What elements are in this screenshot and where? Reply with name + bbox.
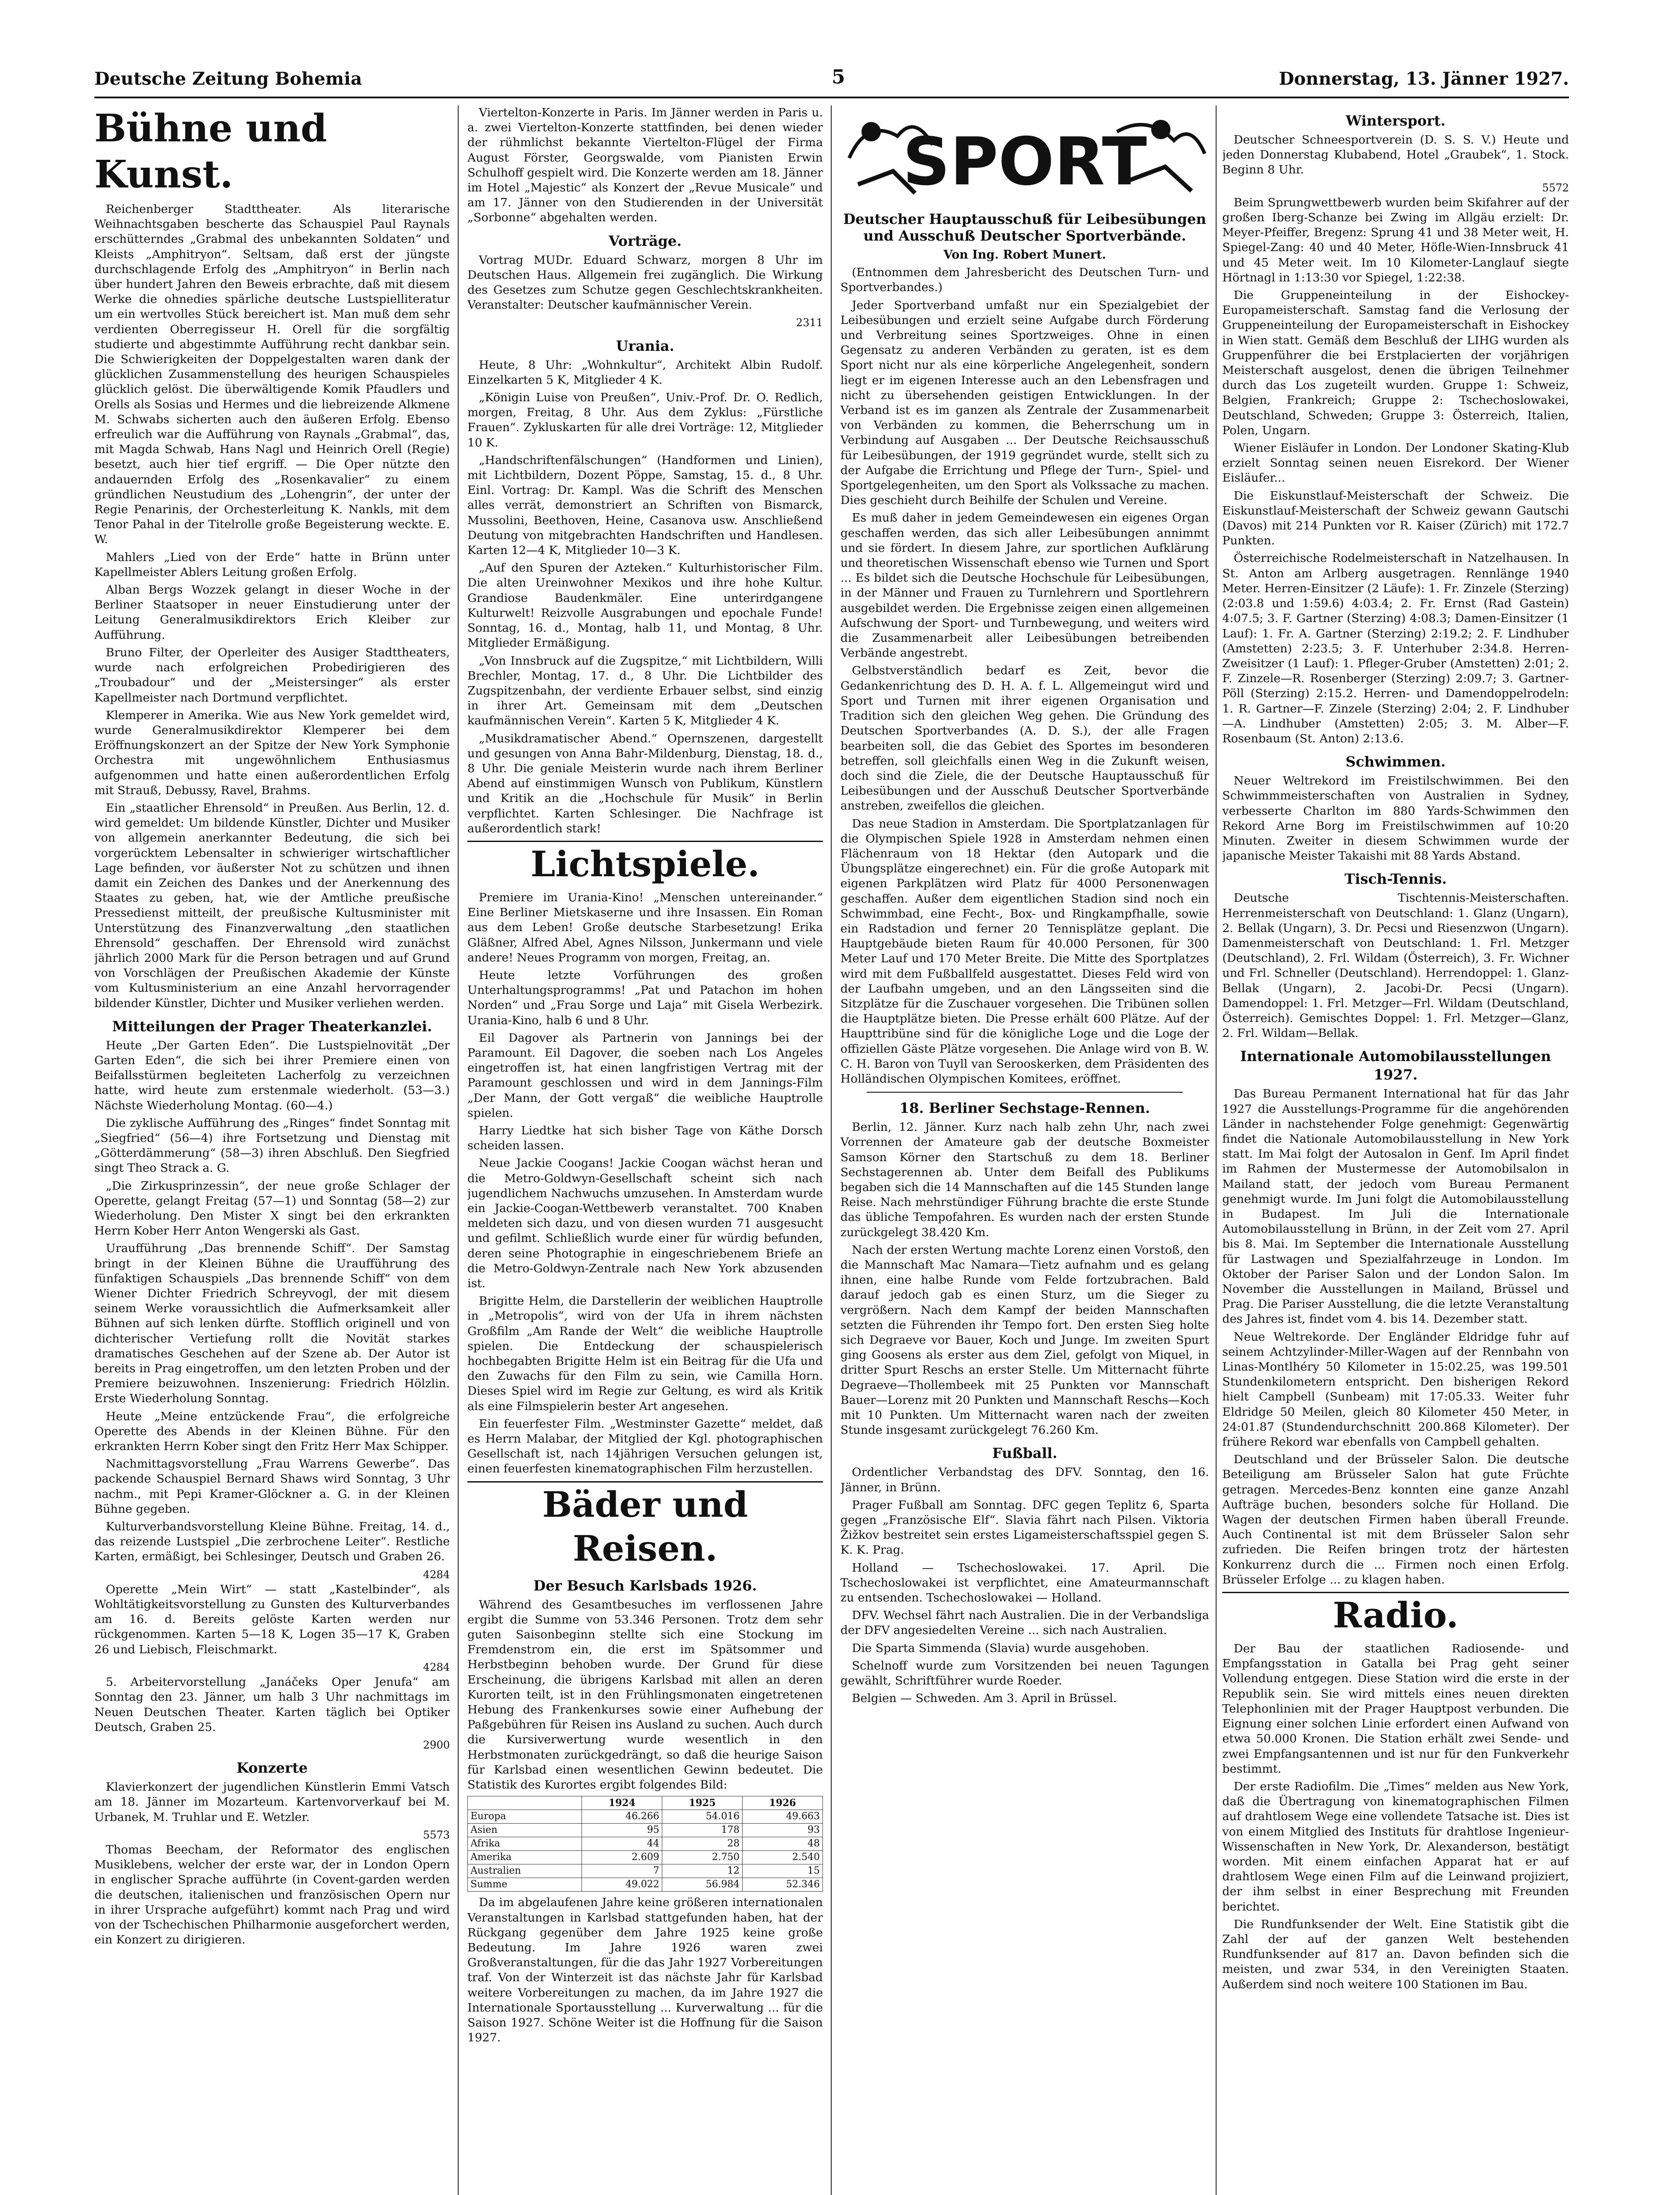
article-weltrekord-schwimmen: Neuer Weltrekord im Freistilschwimmen. Bei den Schwimmmeisterschaften von Australien in Sydney, verbesserte Charlton im 880 Yards-Schwimmen den Rekord Arne Borg im Freistilschwimmen auf 10:20 Minuten. Zweiter in diesem Schwimmen wurde der japanische Meister Takaishi mit 88 Yards Abstand. bbox=[1222, 774, 1569, 863]
article-radiostation: Der Bau der staatlichen Radiosende- und Empfangsstation in Gatalla bei Prag geht seiner Vollendung entgegen. Diese Station wird die erste in der Republik sein. Sie wird mittels eines neuen direkten Telephonlinien mit der Prager Hauptpost verbunden. Die Eignung einer solchen Linie erfordert einen Aufwand von etwa 50.000 Kronen. Die Station erhält zwei Sende- und zwei Empfangsantennen und ist nur für den Funkverkehr bestimmt. bbox=[1222, 1642, 1569, 1776]
subsection-urania: Urania. bbox=[616, 337, 675, 354]
table-cell: 56.984 bbox=[662, 1878, 743, 1892]
sport-illustration-image bbox=[840, 105, 1209, 206]
section-title-buehne: Bühne und Kunst. bbox=[94, 106, 327, 197]
article-sport-p2: Es muß daher in jedem Gemeindewesen ein eigenes Organ geschaffen werden, das sich aller Leibesübungen annimmt und sie fördert. In diesem Jahre, zur sportlichen Aufklärung und theoretischen Wissenschaft ebenso wie Turnen und Sport ... Es bildet sich die Deutsche Hochschule für Leibesübungen, in der Männer und Frauen zu Turnlehrern und Sportlehrern ausgebildet werden. Die Ergebnisse zeigen einen allgemeinen Aufschwung der Sport- und Turnbewegung, und weiters wird die Zusammenarbeit aller Leibesübungen betreibenden Verbände angestrebt. bbox=[840, 511, 1209, 660]
table-cell: 49.022 bbox=[582, 1878, 662, 1892]
subsection-karlsbad: Der Besuch Karlsbads 1926. bbox=[533, 1577, 757, 1594]
table-cell: 44 bbox=[582, 1837, 662, 1851]
article-vortrag-schwarz: Vortrag MUDr. Eduard Schwarz, morgen 8 Uhr im Deutschen Haus. Allgemein frei zugänglich. Die Wirkung des Gesetzes zum Schutze gegen Geschlechtskrankheiten. Veranstalter: Deutscher kaufmännischer Verein. bbox=[467, 253, 823, 312]
article-karlsbad: Während des Gesamtbesuches im verflossenen Jahre ergibt die Summe von 53.346 Personen. Trotz dem sehr guten Saisonbeginn stellte sich eine Stockung im Fremdenstrom ein, die erst im Spätsommer und Herbstbeginn behoben wurde. Der Grund für diese Erscheinung, die übrigens Karlsbad mit allen an deren Kurorten teilt, ist in den Frühlingsmonaten eingetretenen Hebung des Frankenkurses sowie einer Aufhebung der Paßgebühren für Reisen ins Ausland zu suchen. Auch durch die Kursiverwertung wurde wesentlich in den Herbstmonaten zurückgedrängt, so daß die heurige Saison für Karlsbad einen wesentlichen Gewinn bedeutet. Die Statistik des Kurortes ergibt folgendes Bild: bbox=[467, 1598, 823, 1792]
subsection-automobil: Internationale Automobilausstellungen 1927. bbox=[1240, 1048, 1551, 1083]
article-brennende-schiff: Uraufführung „Das brennende Schiff“. Der Samstag bringt in der Kleinen Bühne die Uraufführung des fünfaktigen Schauspiels „Das brennende Schiff“ von dem Wiener Dichter Friedrich Schreyvogl, der mit diesem seinem Werke voraussichtlich die Aufmerksamkeit aller Bühnen auf sich lenken dürfte. Stofflich originell und von dichterischer Vertiefung rollt die Novität starkes dramatisches Geschehen auf der Szene ab. Der Autor ist bereits in Prag eingetroffen, um den letzten Proben und der Premiere beizuwohnen. Inszenierung: Friedrich Hölzlin. Erste Wiederholung Sonntag. bbox=[94, 1241, 450, 1406]
table-cell: 15 bbox=[743, 1864, 823, 1878]
subsection-sechstage: 18. Berliner Sechstage-Rennen. bbox=[899, 1100, 1150, 1117]
karlsbad-table bbox=[467, 1796, 823, 1892]
article-dagover: Eil Dagover als Partnerin von Jannings bei der Paramount. Eil Dagover, die soeben nach Los Angeles eingetroffen ist, hat einen langfristigen Vertrag mit der Paramount geschlossen und wird in dem Jannings-Film „Der Mann, der Gott vergaß“ die weibliche Hauptrolle spielen. bbox=[467, 1031, 823, 1120]
ad-number: 4284 bbox=[423, 1661, 450, 1673]
divider bbox=[867, 1092, 1183, 1093]
article-mein-wirt: Operette „Mein Wirt“ — statt „Kastelbinder“, als Wohltätigkeitsvorstellung zu Gunsten des Kulturverbandes am 16. d. Bereits gelöste Karten werden nur rückgenommen. Karten 5—18 K, Logen 35—17 K, Graben 26 und Liebisch, Fleischmarkt. bbox=[94, 1582, 450, 1656]
table-cell: Afrika bbox=[468, 1837, 582, 1851]
article-wohnkultur: Heute, 8 Uhr: „Wohnkultur“, Architekt Albin Rudolf. Einzelkarten 5 K, Mitglieder 4 K. bbox=[467, 358, 823, 387]
table-cell: Europa bbox=[468, 1810, 582, 1824]
table-cell: Asien bbox=[468, 1824, 582, 1837]
article-viertelton: Viertelton-Konzerte in Paris. Im Jänner werden in Paris u. a. zwei Viertelton-Konzerte stattfinden, bei denen wieder der rühmlichst bekannte Viertelton-Flügel der Firma August Förster, Georgswalde, vom Pianisten Erwin Schulhoff gespielt wird. Die Konzerte werden am 18. Jänner im Hotel „Majestic“ als Konzert der „Revue Musicale“ und am 17. Jänner von den Studierenden in der Universität „Sorbonne“ abgehalten werden. bbox=[467, 106, 823, 225]
table-cell: 93 bbox=[743, 1824, 823, 1837]
subsection-vortraege: Vorträge. bbox=[608, 232, 682, 249]
article-musikdramatisch: „Musikdramatischer Abend.“ Opernszenen, dargestellt und gesungen von Anna Bahr-Mildenburg, Dienstag, 18. d., 8 Uhr. Die geniale Meisterin wurde nach ihrem Berliner Abend auf einstimmigen Wunsch von Publikum, Künstlern und Kritik an die „Hochschule für Musik“ in Berlin verpflichtet. Karten Schlesinger. Die Nachfrage ist außerordentlich stark! bbox=[467, 731, 823, 835]
article-mahler: Mahlers „Lied von der Erde“ hatte in Brünn unter Kapellmeister Ablers Leitung großen Erfolg. bbox=[94, 550, 450, 579]
article-title-hauptausschuss: Deutscher Hauptausschuß für Leibesübungen und Ausschuß Deutscher Sportverbände. bbox=[843, 211, 1206, 244]
article-sprung: Beim Sprungwettbewerb wurden beim Skifahrer auf der großen Iberg-Schanze bei Zwing im Allgäu erzielt: Dr. Meyer-Pfeiffer, Bregenz: Sprung 41 und 38 Meter weit, H. Spiegel-Zang: 40 und 40 Meter, Höfle-Wien-Innsbruck 41 und 45 Meter weit. Im 10 Kilometer-Langlauf siegte Hörtnagl in 1:13:30 vor Spiegel, 1:22:38. bbox=[1222, 195, 1569, 284]
subsection-schwimmen: Schwimmen. bbox=[1345, 753, 1446, 770]
column-2 bbox=[467, 105, 823, 2195]
table-cell: 2.609 bbox=[582, 1851, 662, 1864]
article-eishockey: Die Gruppeneinteilung in der Eishockey-Europameisterschaft. Samstag fand die Verlosung der Gruppeneinteilung der Europameisterschaft in Eishockey in Wien statt. Gemäß dem Beschluß der LIHG wurden als Gruppenführer die bei Erstplacierten der vorjährigen Meisterschaft ausgelost, denen die übrigen Teilnehmer durch das Los zugeteilt wurden. Gruppe 1: Schweiz, Belgien, Frankreich; Gruppe 2: Tschechoslowakei, Deutschland, Schweden; Gruppe 3: Österreich, Italien, Polen, Ungarn. bbox=[1222, 288, 1569, 437]
ad-number: 5572 bbox=[1542, 181, 1569, 194]
table-cell: Australien bbox=[468, 1864, 582, 1878]
section-title-radio: Radio. bbox=[1222, 1592, 1569, 1637]
article-rodel: Österreichische Rodelmeisterschaft in Natzelhausen. In St. Anton am Arlberg ausgetragen. Rennlänge 1940 Meter. Herren-Einsitzer (2 Läufe): 1. Fr. Zinzele (Sterzing) (2:03.8 und 1:59.6) 4:03.4; 2. Fr. Ernst (Rad Gastein) 4:07.5; 3. F. Gartner (Sterzing) 4:08.3; Damen-Einsitzer (1 Lauf): 1. Fr. A. Gartner (Sterzing) 2:19.2; 2. F. Lindhuber (Amstetten) 2:23.5; 3. F. Unterhuber 2:34.8. Herren-Zweisitzer (1 Lauf): 1. Pfleger-Gruber (Amstetten) 2:01; 2. F. Zinzele—R. Rosenberger (Sterzing) 2:09.7; 3. Gartner-Pöll (Sterzing) 2:15.2. Herren- und Damendoppelrodeln: 1. R. Gartner—F. Zinzele (Sterzing) 2:04; 2. F. Lindhuber—A. Lindhuber (Amstetten) 2:05; 3. M. Alber—F. Rosenbaum (St. Anton) 2:13.6. bbox=[1222, 551, 1569, 745]
article-jenufa: 5. Arbeitervorstellung „Janáčeks Oper Jenufa“ am Sonntag den 23. Jänner, um halb 3 Uhr nachmittags im Neuen Deutschen Theater. Karten täglich bei Optiker Deutsch, Graben 25. bbox=[94, 1675, 450, 1734]
article-frau-warren: Nachmittagsvorstellung „Frau Warrens Gewerbe“. Das packende Schauspiel Bernard Shaws wird Sonntag, 3 Uhr nachm., mit Pepi Kramer-Glöckner a. G. in der Kleinen Bühne gegeben. bbox=[94, 1457, 450, 1516]
article-belgien: Belgien — Schweden. Am 3. April in Brüssel. bbox=[852, 1691, 1117, 1706]
table-header-cell bbox=[468, 1796, 582, 1810]
article-beecham: Thomas Beecham, der Reformator des englischen Musiklebens, welcher der erste war, der in London Opern in englischer Sprache aufführte (in Covent-garden werden die deutschen, italienischen und französischen Opern nur in ihrer Ursprache aufgeführt) kommt nach Prag und wird von der Tschechischen Philharmonie ausgeforchert werden, ein Konzert zu dirigieren. bbox=[94, 1842, 450, 1947]
table-body bbox=[468, 1810, 823, 1892]
article-klavierkonzert: Klavierkonzert der jugendlichen Künstlerin Emmi Vatsch am 18. Jänner im Mozarteum. Kartenvorverkauf bei M. Urbanek, M. Truhlar und E. Wetzler. bbox=[94, 1780, 450, 1824]
ad-number: 2900 bbox=[423, 1738, 450, 1751]
column-3 bbox=[840, 105, 1209, 2195]
table-row bbox=[468, 1810, 823, 1824]
article-australien: DFV. Wechsel fährt nach Australien. Die in der Verbandsliga der DFV angesiedelten Vereine ... sich nach Australien. bbox=[840, 1608, 1209, 1637]
table-cell: Amerika bbox=[468, 1851, 582, 1864]
article-sparta: Die Sparta Simmenda (Slavia) wurde ausgehoben. bbox=[852, 1641, 1149, 1655]
article-filter: Bruno Filter, der Operleiter des Ausiger Stadttheaters, wurde nach erfolgreichen Probedirigieren des „Troubadour“ und der „Meistersinger“ als erster Kapellmeister nach Dortmund verpflichtet. bbox=[94, 645, 450, 705]
article-stadion-amsterdam: Das neue Stadion in Amsterdam. Die Sportplatzanlagen für die Olympischen Spiele 1928 in Amsterdam nehmen einen Flächenraum von 18 Hektar (den Autopark und die Übungsplätze eingerechnet) ein. Für die große Autopark mit eigenen Parkplätzen wird Platz für 4000 Personenwagen geschaffen. Außer dem eigentlichen Stadion sind noch ein Schwimmbad, eine Fecht-, Box- und Ringkampfhalle, sowie ein Radstadion und ferner 20 Tennisplätze geplant. Die Hauptgebäude bieten Raum für 40.000 Personen, für 300 Meter Lauf und 170 Meter Breite. Die Mitte des Sportplatzes wird mit dem Fußballfeld ausgestattet. Dieses Feld wird von der Laufbahn umgeben, und an den Längsseiten sind die Sitzplätze für die Zuschauer vorgesehen. Die Tribünen sollen die Hauptplätze bieten. Die Presse erhält 600 Plätze. Auf der Haupttribüne sind für die königliche Loge und die Loge der offiziellen Gäste Plätze vorgesehen. Die Anlage wird von B. W. C. H. Baron von Tuyll van Serooskerken, dem Präsidenten des Holländischen Olympischen Komitees, eröffnet. bbox=[840, 817, 1209, 1086]
table-cell: 178 bbox=[662, 1824, 743, 1837]
article-sechstage-1: Berlin, 12. Jänner. Kurz nach halb zehn Uhr, nach zwei Vorrennen der Amateure gab der deutsche Boxmeister Samson Körner den Startschuß zu dem 18. Berliner Sechstagerennen ab. Unter dem Beifall des Publikums begaben sich die 14 Mannschaften auf die 145 Stunden lange Reise. Nach mehrstündiger Führung brachte die erste Stunde das übliche Tempofahren. Es wurden nach der ersten Stunde zurückgelegt 38.420 Km. bbox=[840, 1120, 1209, 1239]
table-header-cell: 1925 bbox=[662, 1796, 743, 1810]
article-azteken: „Auf den Spuren der Azteken.“ Kulturhistorischer Film. Die alten Ureinwohner Mexikos und ihre hohe Kultur. Grandiose Baudenkmäler. Eine unterirdgangene Kulturwelt! Reizvolle Ausgrabungen und epochale Funde! Sonntag, 16. d., Montag, halb 11, und Montag, 8 Uhr. Mitglieder Ermäßigung. bbox=[467, 561, 823, 650]
table-cell: 28 bbox=[662, 1837, 743, 1851]
table-row bbox=[468, 1864, 823, 1878]
table-row bbox=[468, 1851, 823, 1864]
ad-number: 5573 bbox=[423, 1828, 450, 1841]
section-title-baeder: Bäder und Reisen. bbox=[467, 1481, 823, 1570]
sport-header-illustration bbox=[840, 105, 1209, 206]
article-schneesport: Deutscher Schneesportverein (D. S. S. V.) Heute und jeden Donnerstag Klubabend, Hotel „Graubek“, 1. Stock. Beginn 8 Uhr. bbox=[1222, 133, 1569, 177]
article-holland: Holland — Tschechoslowakei. 17. April. Die Tschechoslowakei ist verpflichtet, eine Amateurmannschaft zu entsenden. Tschechoslowakei — Holland. bbox=[840, 1561, 1209, 1605]
article-entzueckende-frau: Heute „Meine entzückende Frau“, die erfolgreiche Operette des Abends in der Kleinen Bühne. Für den erkrankten Herrn Kober singt den Fritz Herr Max Schipper. bbox=[94, 1409, 450, 1454]
table-cell: 7 bbox=[582, 1864, 662, 1878]
article-ring: Die zyklische Aufführung des „Ringes“ findet Sonntag mit „Siegfried“ (56—4) ihre Fortsetzung und Dienstag mit „Götterdämmerung“ (58—3) ihren Abschluß. Den Siegfried singt Theo Strack a. G. bbox=[94, 1116, 450, 1175]
article-wozzek: Alban Bergs Wozzek gelangt in dieser Woche in der Berliner Staatsoper in neuer Einstudierung unter der Leitung Generalmusikdirektors Erich Kleiber zur Aufführung. bbox=[94, 583, 450, 642]
article-sport-p1: Jeder Sportverband umfaßt nur ein Spezialgebiet der Leibesübungen und erzielt seine Aufgabe durch Förderung und Verbreitung seines Sportzweiges. Ohne in einen Gegensatz zu anderen Verbänden zu geraten, ist es dem Sport nicht nur als eine körperliche Angelegenheit, sondern liegt er im eigenen Interesse auch an den Lebensfragen und nicht zu übersehenden geistigen Entwicklungen. In der Verband ist es im ganzen als Zentrale der Zusammenarbeit von Verbänden zu kommen, die Beherrschung um in Verbindung auf Ausgaben ... Der Deutsche Reichsausschuß für Leibesübungen, der 1919 gegründet wurde, stellt sich zu der Aufgabe die Errichtung und Pflege der Turn-, Spiel- und Sportgelegenheiten, um den Sport als Volkssache zu machen. Dies geschieht durch Beihilfe der Schulen und Vereine. bbox=[840, 298, 1209, 507]
subsection-wintersport: Wintersport. bbox=[1346, 112, 1446, 129]
subsection-fussball: Fußball. bbox=[992, 1445, 1058, 1462]
table-row bbox=[468, 1878, 823, 1892]
article-verbandstag: Ordentlicher Verbandstag des DFV. Sonntag, den 16. Jänner, in Brünn. bbox=[840, 1465, 1209, 1494]
page-number: 5 bbox=[832, 66, 845, 88]
byline: Von Ing. Robert Munert. bbox=[943, 248, 1106, 262]
table-row bbox=[468, 1824, 823, 1837]
table-cell: 12 bbox=[662, 1864, 743, 1878]
article-schelnoff: Schelnoff wurde zum Vorsitzenden bei neuen Tagungen gewählt, Schriftführer wurde Roeder. bbox=[840, 1659, 1209, 1688]
column-1 bbox=[94, 105, 450, 2195]
article-zirkusprinzessin: „Die Zirkusprinzessin“, der neue große Schlager der Operette, gelangt Freitag (57—1) und Sonntag (58—2) zur Wiederholung. Den Mister X singt bei den erkrankten Herrn Kober Herr Anton Wengerski als Gast. bbox=[94, 1179, 450, 1238]
column-rule bbox=[831, 105, 832, 2195]
article-prager-fussball: Prager Fußball am Sonntag. DFC gegen Teplitz 6, Sparta gegen „Französische Elf“. Slavia fährt nach Pilsen. Viktoria Žižkov bestreitet sein erstes Ligameisterschaftsspiel gegen S. K. K. Prag. bbox=[840, 1498, 1209, 1557]
article-liedtke: Harry Liedtke hat sich bisher Tage von Käthe Dorsch scheiden lassen. bbox=[467, 1123, 823, 1153]
article-schweiz: Die Eiskunstlauf-Meisterschaft der Schweiz. Die Eiskunstlauf-Meisterschaft der Schweiz gewann Gautschi (Davos) mit 214 Punkten vor R. Kaiser (Zürich) mit 172.7 Punkten. bbox=[1222, 489, 1569, 548]
article-pat-patachon: Heute letzte Vorführungen des großen Unterhaltungsprogramms! „Pat und Patachon im hohen Norden“ und „Frau Sorge und Laja“ mit Gisela Werbezirk. Urania-Kino, halb 6 und 8 Uhr. bbox=[467, 968, 823, 1027]
table-header-cell: 1926 bbox=[743, 1796, 823, 1810]
sport-logo-word: SPORT bbox=[902, 124, 1147, 200]
issue-date: Donnerstag, 13. Jänner 1927. bbox=[1278, 68, 1569, 89]
newspaper-name: Deutsche Zeitung Bohemia bbox=[94, 68, 362, 89]
article-weltrekorde: Neue Weltrekorde. Der Engländer Eldridge fuhr auf seinem Achtzylinder-Miller-Wagen auf der Rennbahn von Linas-Montlhéry 50 Kilometer in 15:02.25, was 199.501 Stundenkilometern entspricht. Den bisherigen Rekord hielt Campbell (Sunbeam) mit 17:05.33. Weiter fuhr Eldridge 50 Meilen, gleich 80 Kilometer 450 Meter, in 24:01.87 (Stundendurchschnitt 200.868 Kilometer). Der frühere Rekord war ebenfalls von Campbell gehalten. bbox=[1222, 1330, 1569, 1449]
article-zugspitze: „Von Innsbruck auf die Zugspitze,“ mit Lichtbildern, Willi Brechler, Montag, 17. d., 8 Uhr. Die Lichtbilder des Zugspitzenbahn, der verdiente Erbauer selbst, sind einzig in ihrer Art. Gemeinsam mit dem „Deutschen kaufmännischen Verein“. Karten 5 K, Mitglieder 4 K. bbox=[467, 654, 823, 728]
article-london: Wiener Eisläufer in London. Der Londoner Skating-Klub erzielt Sonntag seinen neuen Eisrekord. Der Wiener Eisläufer... bbox=[1222, 441, 1569, 485]
article-helm: Brigitte Helm, die Darstellerin der weiblichen Hauptrolle in „Metropolis“, wird von der Ufa in ihrem nächsten Großfilm „Am Rande der Welt“ die weibliche Hauptrolle spielen. Die Entdeckung der schauspielerisch hochbegabten Brigitte Helm ist ein Beitrag für die Ufa und den Zuwachs für den Film zu sein, wie Camilla Horn. Dieses Spiel wird im Regie zur Geltung, es wird als Kritik als eine Filmspielerin bester Art angesehen. bbox=[467, 1294, 823, 1413]
article-ehrensold: Ein „staatlicher Ehrensold“ in Preußen. Aus Berlin, 12. d. wird gemeldet: Um bildende Künstler, Dichter und Musiker von allgemein anerkannter Bedeutung, die sich bei vorgerücktem Lebensalter in schwieriger wirtschaftlicher Lage befinden, vor äußerster Not zu schützen und ihnen damit ein Zeichen des Dankes und der Anerkennung des Staates zu geben, hat, wie der Amtliche preußische Pressedienst mitteilt, der preußische Kultusminister mit Unterstützung des Finanzverwaltung „den staatlichen Ehrensold“ geschaffen. Der Ehrensold wird zunächst jährlich 2000 Mark für die Person betragen und auf Grund von Vorschlägen der Preußischen Akademie der Künste vom Kultusministerium an eine Anzahl hervorragender bildender Künstler, Dichter und Musiker verliehen werden. bbox=[94, 801, 450, 1010]
ad-number: 4284 bbox=[423, 1568, 450, 1581]
article-kulturverband: Kulturverbandsvorstellung Kleine Bühne. Freitag, 14. d., das reizende Lustspiel „Die zerbrochene Leiter“. Restliche Karten, ermäßigt, bei Schlesinger, Deutsch und Graben 26. bbox=[94, 1520, 450, 1564]
subsection-konzerte: Konzerte bbox=[236, 1760, 308, 1777]
article-coogan: Neue Jackie Coogans! Jackie Coogan wächst heran und die Metro-Goldwyn-Gesellschaft scheint sich nach jugendlichem Nachwuchs umzusehen. In Amsterdam wurde ein Jackie-Coogan-Wettbewerb veranstaltet. 700 Knaben meldeten sich dazu, und von diesen wurden 71 ausgesucht und gefilmt. Schließlich wurde einer für würdig befunden, deren seine Photographie in eingeschriebenem Briefe an die Metro-Goldwyn-Zentrale nach New York abzusenden ist. bbox=[467, 1156, 823, 1291]
table-cell: 49.663 bbox=[743, 1810, 823, 1824]
table-cell: 48 bbox=[743, 1837, 823, 1851]
article-karlsbad-2: Da im abgelaufenen Jahre keine größeren internationalen Veranstaltungen in Karlsbad stattgefunden haben, hat der Rückgang gegenüber dem Jahre 1925 keine große Bedeutung. Im Jahre 1926 waren zwei Großveranstaltungen, für die das Jahr 1927 Vorbereitungen traf. Von der Winterzeit ist das nächste Jahr für Karlsbad weitere Vorbereitungen zu machen, da im Jahre 1927 die Internationale Sportausstellung ... Kurverwaltung ... für die Saison 1927. Schöne Weiter ist die Hoffnung für die Saison 1927. bbox=[467, 1896, 823, 2045]
article-tischtennis: Deutsche Tischtennis-Meisterschaften. Herrenmeisterschaft von Deutschland: 1. Glanz (Ungarn), 2. Bellak (Ungarn), 3. Dr. Pecsi und Riesenzwon (Ungarn). Damenmeisterschaft von Deutschland: 1. Frl. Metzger (Deutschland), 2. Frl. Wildam (Österreich), 3. Fr. Wichner und Frl. Schneller (Deutschland). Herrendoppel: 1. Glanz-Bellak (Ungarn), 2. Jacobi-Dr. Pecsi (Ungarn). Damendoppel: 1. Frl. Metzger—Frl. Wildam (Deutschland, Österreich). Gemischtes Doppel: 1. Frl. Metzger—Glanz, 2. Frl. Wildam—Bellak. bbox=[1222, 891, 1569, 1040]
article-urania-kino: Premiere im Urania-Kino! „Menschen untereinander.“ Eine Berliner Mietskaserne und ihre Insassen. Ein Roman aus dem Leben! Große deutsche Starbesetzung! Erika Gläßner, Alfred Abel, Agnes Nilsson, Junkermann und viele andere! Neues Programm von morgen, Freitag, an. bbox=[467, 890, 823, 964]
article-bruesseler-salon: Deutschland und der Brüsseler Salon. Die deutsche Beteiligung am Brüsseler Salon hat gute Früchte getragen. Mercedes-Benz konnten eine ganze Anzahl Aufträge buchen, besonders solche für Holland. Die Wagen der deutschen Firmen haben überall Freunde. Auch Continental ist mit dem Brüsseler Salon sehr zufrieden. Die Reifen bringen trotz der härtesten Konkurrenz durch die ... Firmen noch einen Erfolg. Brüsseler Erfolge ... zu klagen haben. bbox=[1222, 1453, 1569, 1587]
table-cell: 52.346 bbox=[743, 1878, 823, 1892]
article-koenigin-luise: „Königin Luise von Preußen“, Univ.-Prof. Dr. O. Redlich, morgen, Freitag, 8 Uhr. Aus dem Zyklus: „Fürstliche Frauen“. Zykluskarten für alle drei Vorträge: 12, Mitglieder 10 K. bbox=[467, 391, 823, 450]
subsection-tischtennis: Tisch-Tennis. bbox=[1344, 871, 1447, 888]
table-cell: 2.540 bbox=[743, 1851, 823, 1864]
article-sport-p3: Gelbstverständlich bedarf es Zeit, bevor die Gedankenrichtung des D. H. A. f. L. Allgemeingut wird und Sport und Turnen mit ihrer eigenen Organisation und Tradition sich den gleichen Weg gehen. Die Gründung des Deutschen Sportverbandes (A. D. S.), der alle Fragen bearbeiten soll, die das Gebiet des Sportes im besonderen betreffen, soll gleichfalls einen Weg in die Zukunft weisen, doch sind die Ziele, die der Deutsche Hauptausschuß für Leibesübungen und der Ausschuß Deutscher Sportverbände anstreben, zweifellos die gleichen. bbox=[840, 664, 1209, 813]
article-radiofilm: Der erste Radiofilm. Die „Times“ melden aus New York, daß die Übertragung von kinematographischen Filmen auf drahtlosem Wege eine vollendete Tatsache ist. Dies ist von einem Mitglied des Instituts für drahtlose Ingenieur-Wissenschaften in New York, Dr. Alexanderson, bestätigt worden. Mit einem einfachen Apparat hat er auf drahtlosem Wege einen Film auf die Leinwand projiziert, der ihm selbst in einer Besprechung mit Freunden berichtet. bbox=[1222, 1779, 1569, 1914]
article-garten-eden: Heute „Der Garten Eden“. Die Lustspielnovität „Der Garten Eden“, die sich bei ihrer Premiere einen von Beifallsstürmen begleiteten Lacherfolg zu verzeichnen hatte, wird heute zum erstenmale wiederholt. (53—3.) Nächste Wiederholung Montag. (60—4.) bbox=[94, 1038, 450, 1112]
section-title-lichtspiele: Lichtspiele. bbox=[467, 841, 823, 886]
table-header-cell: 1924 bbox=[582, 1796, 662, 1810]
table-cell: 46.266 bbox=[582, 1810, 662, 1824]
article-handschriften: „Handschriftenfälschungen“ (Handformen und Linien), mit Lichtbildern, Dozent Pöppe, Samstag, 15. d., 8 Uhr. Einl. Vortrag: Dr. Kampl. Was die Schrift des Menschen alles verrät, demonstriert an Schriften von Bismarck, Mussolini, Beethoven, Heine, Casanova usw. Anschließend Deutung von mitgebrachten Handschriften und Handlesen. Karten 12—4 K, Mitglieder 10—3 K. bbox=[467, 453, 823, 558]
article-sechstage-2: Nach der ersten Wertung machte Lorenz einen Vorstoß, den die Mannschaft Mac Namara—Tietz aufnahm und es gelang ihnen, eine halbe Runde vom Felde fortzubrachen. Bald darauf jedoch gab es einen Sturz, um die Sieger zu vergrößern. Nach dem Kampf der beiden Mannschaften setzten die Führenden ihr Tempo fort. Den ersten Sieg holte sich Degraeve vor Bauer, Koch und Junge. Im zweiten Spurt ging Goosens als erster aus dem Ziel, gefolgt von Miquel, in dritter Spurt Reschs an erster Stelle. Um Mitternacht führte Degraeve—Thollembeek mit 25 Punkten vor Mannschaft Bauer—Lorenz mit 20 Punkten und Mannschaft Reschs—Koch mit 10 Punkten. Um Mitternacht waren nach der zweiten Stunde insgesamt zurückgelegt 76.260 Km. bbox=[840, 1243, 1209, 1437]
column-4 bbox=[1222, 105, 1569, 2195]
table-cell: 2.750 bbox=[662, 1851, 743, 1864]
article-rundfunksender: Die Rundfunksender der Welt. Eine Statistik gibt die Zahl der auf der ganzen Welt bestehenden Rundfunksender auf 817 an. Davon befinden sich die meisten, und zwar 534, in den Vereinigten Staaten. Außerdem sind noch weitere 100 Stationen im Bau. bbox=[1222, 1917, 1569, 1991]
article-lead: (Entnommen dem Jahresbericht des Deutschen Turn- und Sportverbandes.) bbox=[840, 266, 1209, 295]
article-automobil: Das Bureau Permanent International hat für das Jahr 1927 die Ausstellungs-Programme für die angehörenden Länder in nachstehender Folge genehmigt: Gegenwärtig findet die Nationale Automobilausstellung in New York statt. Im Mai folgt der Autosalon in Genf. Im April findet im Rahmen der Mustermesse der Automobilsalon in Mailand statt, der jedoch vom Bureau Permanent genehmigt wurde. Im Juni folgt die Automobilausstellung in Budapest. Im Juli die Internationale Automobilausstellung in Brünn, in der Zeit vom 27. April bis 8. Mai. Im September die Internationale Ausstellung für Lastwagen und Spezialfahrzeuge in London. Im Oktober der Pariser Salon und der London Salon. Im November die Ausstellungen in Mailand, Brüssel und Prag. Die Pariser Ausstellung, die die letzte Veranstaltung des Jahres ist, findet vom 4. bis 14. Dezember statt. bbox=[1222, 1087, 1569, 1326]
page-header bbox=[94, 66, 1569, 98]
article-klemperer: Klemperer in Amerika. Wie aus New York gemeldet wird, wurde Generalmusikdirektor Klemperer bei dem Eröffnungskonzert an der Spitze der New York Symphonie Orchestra mit ungewöhnlichem Enthusiasmus aufgenommen und hatte einen außerordentlichen Erfolg mit Strauß, Debussy, Ravel, Brahms. bbox=[94, 708, 450, 797]
table-cell: 95 bbox=[582, 1824, 662, 1837]
ad-number: 2311 bbox=[796, 317, 823, 329]
table-header-row bbox=[468, 1796, 823, 1810]
column-rule bbox=[458, 105, 459, 2195]
table-cell: Summe bbox=[468, 1878, 582, 1892]
table-cell: 54.016 bbox=[662, 1810, 743, 1824]
column-rule bbox=[1216, 105, 1217, 2195]
article-reichenberg: Reichenberger Stadttheater. Als literarische Weihnachtsgaben bescherte das Schauspiel Paul Raynals erschütterndes „Grabmal des unbekannten Soldaten“ und Kleists „Amphitryon“. Seltsam, daß erst der jüngste durchschlagende Erfolg des „Amphitryon“ in Berlin nach über hundert Jahren den Beweis erbrachte, daß mit diesem Werke die ohnedies spärliche deutsche Lustspielliteratur um ein wertvolles Stück bereichert ist. Man muß dem sehr verdienten Oberregisseur H. Orell für die sorgfältig studierte und abgestimmte Aufführung recht dankbar sein. Die Schwierigkeiten der Doppelgestalten waren dank der glücklichen Zusammenstellung des heurigen Schauspieles glücklich gelöst. Die überwältigende Komik Pfaudlers und Orells als Sosias und Hermes und die liebreizende Alkmene M. Schwabs sicherten auch den äußeren Erfolg. Ebenso erfreulich war die Aufführung von Raynals „Grabmal“, das, mit Magda Schwab, Hans Nagl und Heinrich Orell (Regie) besetzt, auch hier tief ergriff. — Die Oper nützte den andauernden Erfolg des „Rosenkavalier“ zu einem gründlichen Neustudium des „Lohengrin“, der unter der Regie Penarinis, der Orchesterleitung K. Nankls, mit dem Tenor Pahal in der Titelrolle große Begeisterung weckte. E. W. bbox=[94, 202, 450, 547]
article-feuerfest: Ein feuerfester Film. „Westminster Gazette“ meldet, daß es Herrn Malabar, der Mitglied der Kgl. photographischen Gesellschaft ist, nach 14jährigen Versuchen gelungen ist, einen feuerfesten kinematographischen Film herzustellen. bbox=[467, 1417, 823, 1476]
table-row bbox=[468, 1837, 823, 1851]
subsection-theaterkanzlei: Mitteilungen der Prager Theaterkanzlei. bbox=[112, 1018, 432, 1035]
